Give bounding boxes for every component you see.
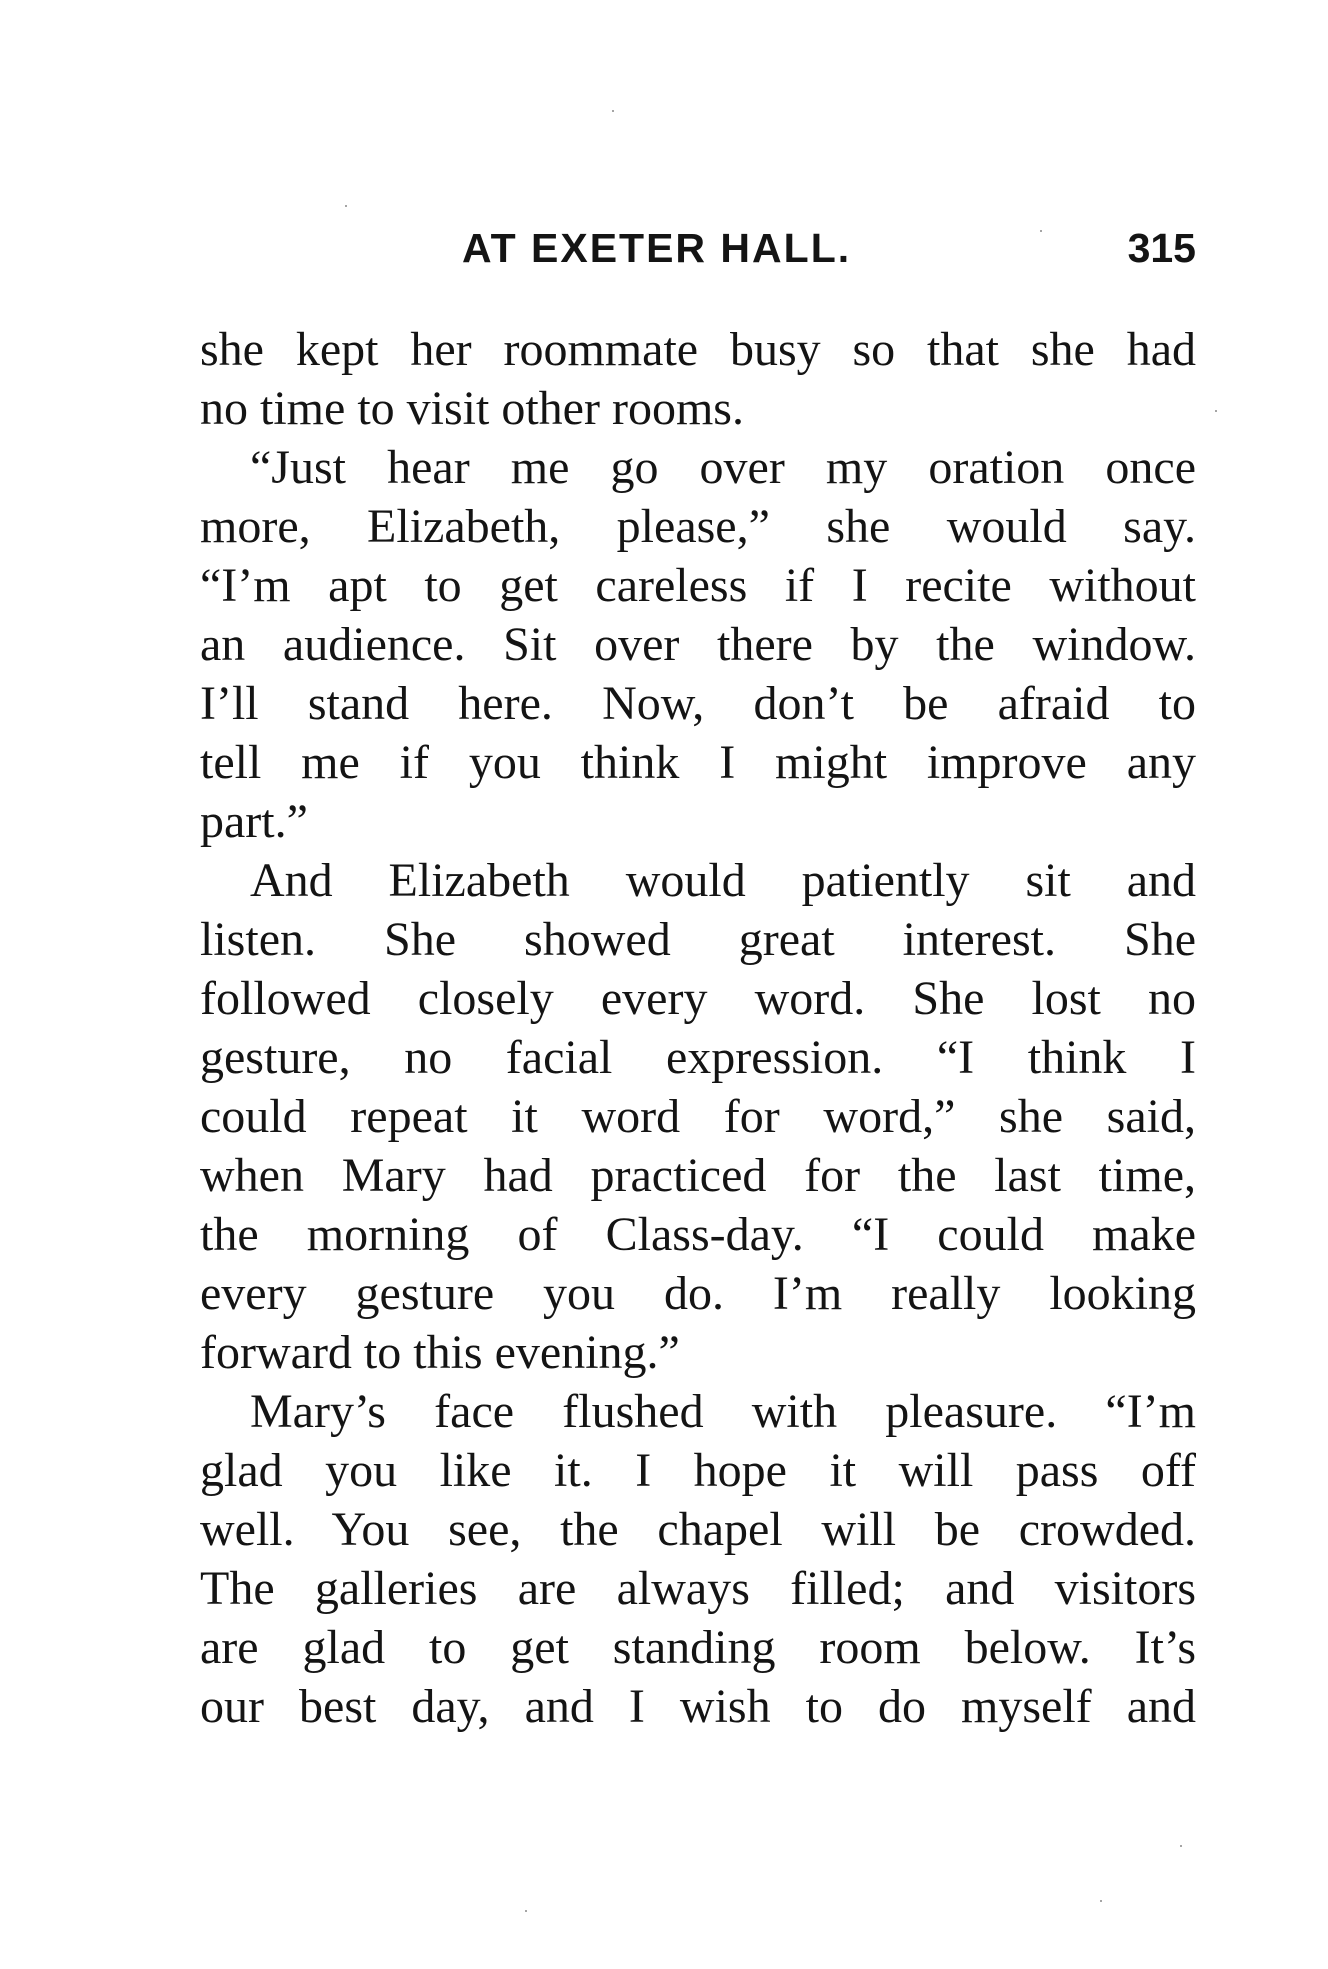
text-line: well. You see, the chapel will be crowded. bbox=[200, 1503, 1196, 1556]
paper-speck bbox=[345, 205, 347, 207]
paper-speck bbox=[1180, 1845, 1182, 1847]
text-line: glad you like it. I hope it will pass off bbox=[200, 1444, 1196, 1497]
paper-speck bbox=[1100, 1900, 1102, 1902]
paper-speck bbox=[1040, 230, 1042, 232]
text-line: “I’m apt to get careless if I recite without bbox=[200, 559, 1196, 612]
text-line: I’ll stand here. Now, don’t be afraid to bbox=[200, 677, 1196, 730]
paper-speck bbox=[525, 1910, 527, 1912]
text-line: are glad to get standing room below. It’s bbox=[200, 1621, 1196, 1674]
text-line: she kept her roommate busy so that she had bbox=[200, 323, 1196, 376]
text-line: no time to visit other rooms. bbox=[200, 382, 744, 435]
running-head bbox=[200, 225, 1196, 285]
paper-speck bbox=[1215, 410, 1217, 412]
text-line: an audience. Sit over there by the window. bbox=[200, 618, 1196, 671]
paper-speck bbox=[612, 110, 614, 112]
text-line: followed closely every word. She lost no bbox=[200, 972, 1196, 1025]
text-line: listen. She showed great interest. She bbox=[200, 913, 1196, 966]
text-line: “Just hear me go over my oration once bbox=[250, 441, 1196, 494]
text-line: And Elizabeth would patiently sit and bbox=[250, 854, 1196, 907]
text-line: could repeat it word for word,” she said, bbox=[200, 1090, 1196, 1143]
text-line: the morning of Class-day. “I could make bbox=[200, 1208, 1196, 1261]
text-line: every gesture you do. I’m really looking bbox=[200, 1267, 1196, 1320]
running-title: AT EXETER HALL. bbox=[462, 225, 852, 271]
text-line: forward to this evening.” bbox=[200, 1326, 680, 1379]
text-line: gesture, no facial expression. “I think I bbox=[200, 1031, 1196, 1084]
text-line: part.” bbox=[200, 795, 308, 848]
text-line: more, Elizabeth, please,” she would say. bbox=[200, 500, 1196, 553]
page-number: 315 bbox=[1127, 225, 1196, 271]
text-line: Mary’s face flushed with pleasure. “I’m bbox=[250, 1385, 1196, 1438]
text-line: tell me if you think I might improve any bbox=[200, 736, 1196, 789]
body-text bbox=[200, 320, 1196, 1736]
text-line: The galleries are always filled; and visitors bbox=[200, 1562, 1196, 1615]
text-line: when Mary had practiced for the last time, bbox=[200, 1149, 1196, 1202]
text-line: our best day, and I wish to do myself and bbox=[200, 1680, 1196, 1733]
